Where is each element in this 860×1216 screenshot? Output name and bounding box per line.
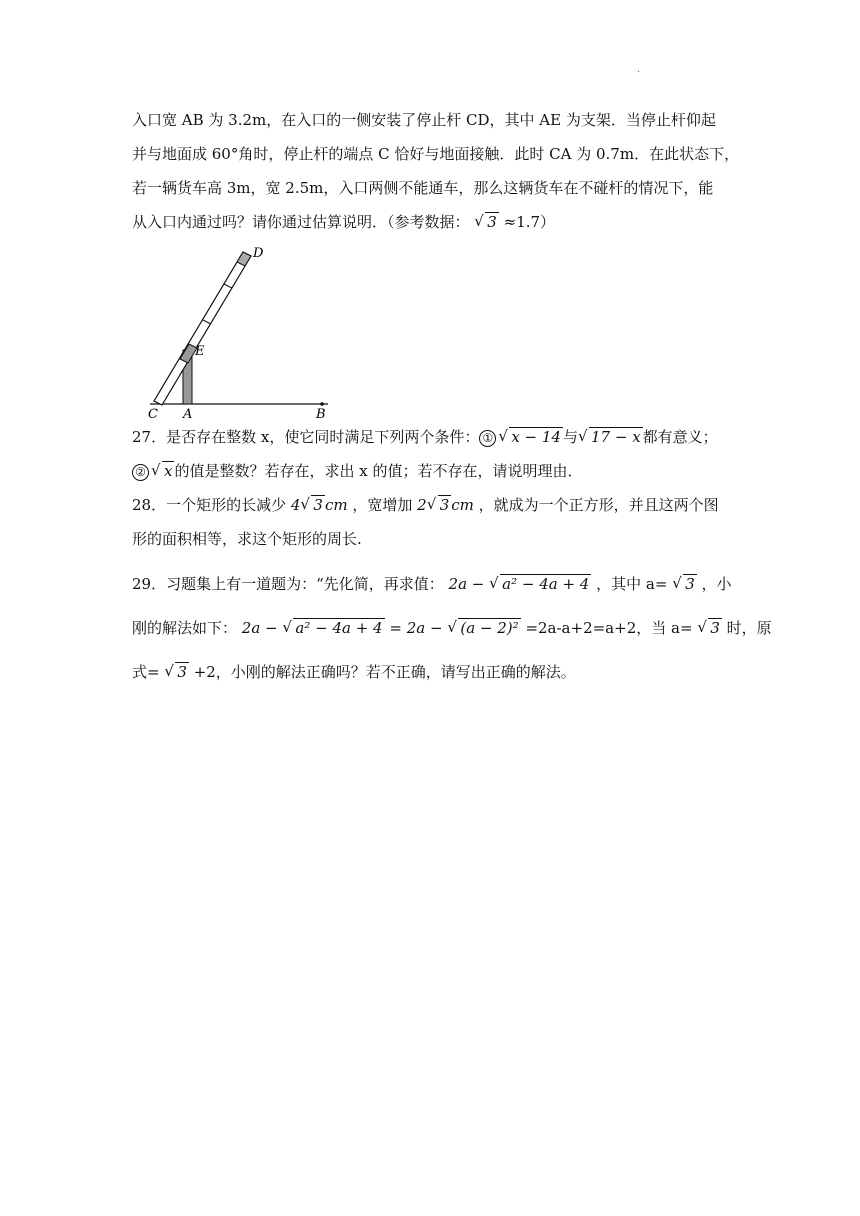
p26-line-4-approx: ≈1.7） bbox=[503, 213, 556, 231]
length-decrease-unit: cm bbox=[324, 496, 348, 514]
p29-line-3 bbox=[132, 650, 732, 694]
width-increase-coef: 2 bbox=[417, 496, 427, 514]
p27-meaningful: 都有意义； bbox=[642, 428, 718, 446]
p29-simplified: =2a-a+2=a+2，当 a= bbox=[525, 619, 693, 637]
label-a: A bbox=[183, 407, 193, 422]
expression-original-sqrt bbox=[489, 562, 591, 606]
p29-solution-intro: 刚的解法如下： bbox=[132, 619, 238, 637]
sqrt-x-radicand: x bbox=[164, 462, 173, 480]
problem-26-text bbox=[132, 103, 740, 239]
p29-prompt: 29．习题集上有一道题为：“先化简，再求值： bbox=[132, 575, 444, 593]
p26-line-3: 若一辆货车高 3m，宽 2.5m，入口两侧不能通车，那么这辆货车在不碰杆的情况下，能 bbox=[132, 179, 714, 197]
p29-line-2 bbox=[132, 606, 772, 650]
p28-prompt: 28．一个矩形的长减少 bbox=[132, 496, 287, 514]
length-decrease bbox=[291, 496, 348, 514]
p27-question: 的值是整数？若存在，求出 x 的值；若不存在，请说明理由． bbox=[174, 462, 583, 480]
p28-line-1 bbox=[132, 488, 732, 522]
p29-small: ，小 bbox=[701, 575, 732, 593]
length-decrease-sqrt bbox=[300, 488, 325, 522]
expression-original-radicand: a² − 4a + 4 bbox=[502, 575, 590, 593]
problem-29-text bbox=[132, 562, 772, 694]
a-value-radicand: 3 bbox=[685, 575, 695, 593]
page-mark: . bbox=[637, 64, 641, 75]
expression-step-1-lead: 2a − bbox=[241, 619, 278, 637]
sqrt-three bbox=[474, 205, 499, 239]
expression-step-2-lead: = 2a − bbox=[389, 619, 443, 637]
width-increase-unit: cm bbox=[451, 496, 474, 514]
expression-step-1-sqrt bbox=[282, 606, 384, 650]
label-d: D bbox=[253, 246, 264, 261]
p29-result-lead: 式= bbox=[132, 663, 160, 681]
p28-line-2: 形的面积相等，求这个矩形的周长. bbox=[132, 530, 362, 548]
a-value-sqrt-2 bbox=[697, 606, 722, 650]
expression-step-2-radicand: (a − 2)² bbox=[460, 619, 519, 637]
expression-step-2 bbox=[389, 619, 520, 637]
p28-square: ，就成为一个正方形，并且这两个图 bbox=[478, 496, 719, 514]
width-increase-sqrt bbox=[427, 488, 452, 522]
p29-where: ，其中 a= bbox=[596, 575, 668, 593]
p26-line-1: 入口宽 AB 为 3.2m，在入口的一侧安装了停止杆 CD，其中 AE 为支架．当停止杆仰起 bbox=[132, 111, 716, 129]
problem-27-text bbox=[132, 420, 732, 488]
expression-step-2-sqrt bbox=[447, 606, 520, 650]
sqrt-x-minus-14 bbox=[498, 420, 563, 454]
point-b bbox=[320, 402, 324, 406]
p29-when: 时，原 bbox=[726, 619, 772, 637]
expression-original bbox=[449, 575, 592, 593]
sqrt-17-minus-x-radicand: 17 − x bbox=[591, 428, 641, 446]
p29-result-question: +2，小刚的解法正确吗？若不正确，请写出正确的解法。 bbox=[193, 663, 576, 681]
label-c: C bbox=[148, 407, 158, 422]
p29-line-1 bbox=[132, 562, 732, 606]
p26-line-4 bbox=[132, 205, 732, 239]
p27-line-2 bbox=[132, 454, 732, 488]
label-b: B bbox=[316, 407, 326, 422]
p27-prompt: 27．是否存在整数 x，使它同时满足下列两个条件： bbox=[132, 428, 480, 446]
p26-line-2: 并与地面成 60°角时，停止杆的端点 C 恰好与地面接触．此时 CA 为 0.7m．在此状态下， bbox=[132, 145, 740, 163]
result-sqrt bbox=[164, 650, 189, 694]
expression-step-1 bbox=[242, 619, 385, 637]
a-value-sqrt bbox=[672, 562, 697, 606]
p28-width: ，宽增加 bbox=[352, 496, 413, 514]
barrier-diagram bbox=[140, 242, 340, 422]
sqrt-17-minus-x bbox=[578, 420, 643, 454]
expression-step-1-radicand: a² − 4a + 4 bbox=[295, 619, 383, 637]
length-decrease-radicand: 3 bbox=[313, 496, 323, 514]
barrier-rod-cd bbox=[154, 252, 251, 405]
condition-1-marker: ① bbox=[479, 430, 496, 447]
width-increase-radicand: 3 bbox=[439, 496, 450, 514]
sqrt-x-minus-14-radicand: x − 14 bbox=[511, 428, 561, 446]
length-decrease-coef: 4 bbox=[290, 496, 301, 514]
sqrt-three-radicand: 3 bbox=[487, 213, 497, 231]
condition-2-marker: ② bbox=[132, 464, 149, 481]
sqrt-x bbox=[151, 454, 174, 488]
a-value-radicand-2: 3 bbox=[710, 619, 720, 637]
width-increase bbox=[417, 496, 474, 514]
expression-original-lead: 2a − bbox=[448, 575, 485, 593]
label-e: E bbox=[195, 344, 205, 359]
result-radicand: 3 bbox=[177, 663, 187, 681]
p27-line-1 bbox=[132, 420, 732, 454]
p26-line-4-text: 从入口内通过吗？请你通过估算说明．（参考数据： bbox=[132, 213, 470, 231]
problem-28-text bbox=[132, 488, 732, 556]
p27-and: 与 bbox=[562, 428, 578, 446]
